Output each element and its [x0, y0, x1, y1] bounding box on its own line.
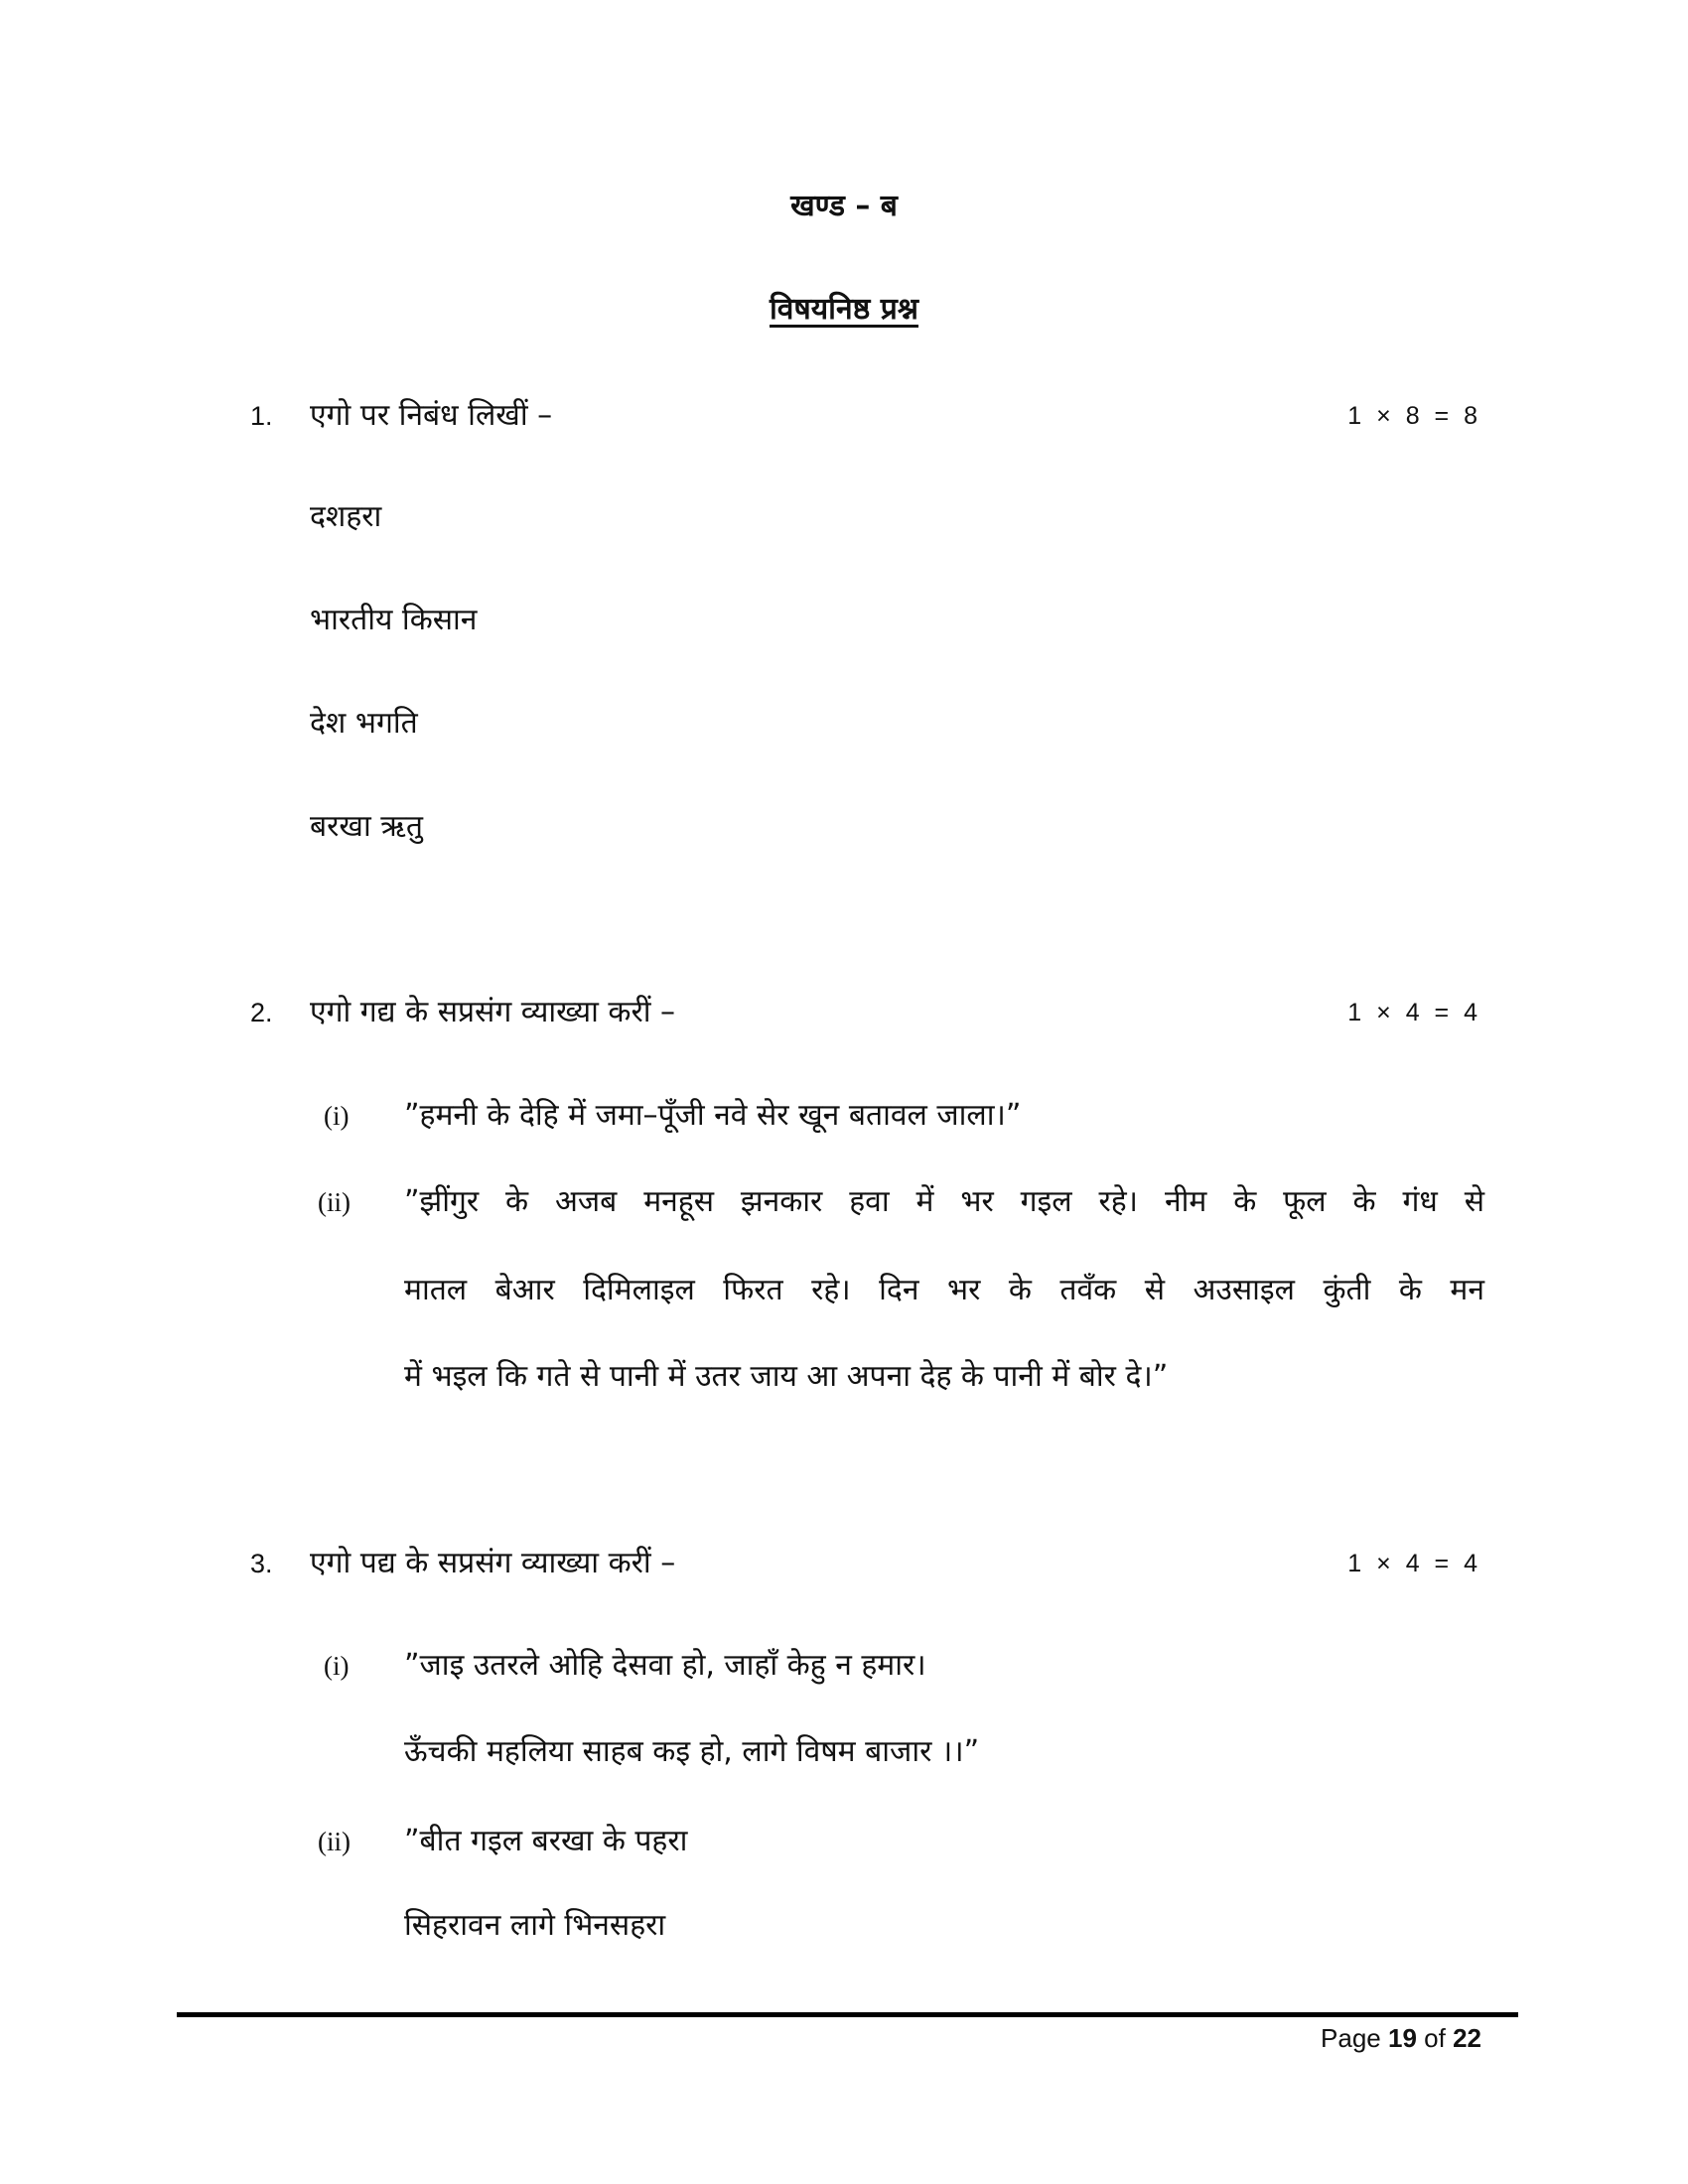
page-total: 22: [1453, 2023, 1481, 2053]
essay-option: भारतीय किसान: [310, 603, 478, 637]
section-subtitle: विषयनिष्ठ प्रश्न: [769, 292, 918, 327]
prose-passage-line: ”झींगुर के अजब मनहूस झनकार हवा में भर गइल रहे। नीम के फूल के गंध से: [404, 1184, 1484, 1219]
poem-line: ऊँचकी महलिया साहब कइ हो, लागे विषम बाजार ।।”: [404, 1734, 980, 1769]
question-3-number: 3.: [250, 1549, 273, 1578]
page-prefix: Page: [1321, 2023, 1381, 2053]
page-number: [1321, 2023, 1481, 2054]
essay-option: देश भगति: [310, 706, 418, 741]
essay-option: बरखा ऋतु: [310, 809, 423, 844]
item-label: (ii): [318, 1187, 351, 1217]
question-2-number: 2.: [250, 998, 273, 1027]
prose-passage-line: मातल बेआर दिमिलाइल फिरत रहे। दिन भर के तवँक से अउसाइल कुंती के मन: [404, 1273, 1484, 1307]
question-1-number: 1.: [250, 401, 273, 431]
question-3-marks: 1 × 4 = 4: [1347, 1550, 1481, 1577]
question-3-prompt: एगो पद्य के सप्रसंग व्याख्या करीं –: [310, 1546, 676, 1580]
item-label: (ii): [318, 1827, 351, 1856]
footer-divider: [177, 2012, 1518, 2017]
item-label: (i): [324, 1651, 350, 1681]
poem-line: ”बीत गइल बरखा के पहरा: [404, 1824, 688, 1858]
poem-line: सिहरावन लागे भिनसहरा: [404, 1908, 666, 1943]
prose-passage-line: ”हमनी के देहि में जमा–पूँजी नवे सेर खून बतावल जाला।”: [404, 1098, 1022, 1133]
question-2-prompt: एगो गद्य के सप्रसंग व्याख्या करीं –: [310, 995, 676, 1029]
poem-line: ”जाइ उतरले ओहि देसवा हो, जाहाँ केहु न हमार।: [404, 1648, 926, 1683]
page-of: of: [1424, 2023, 1446, 2053]
question-1-marks: 1 × 8 = 8: [1347, 402, 1481, 430]
prose-passage-line: में भइल कि गते से पानी में उतर जाय आ अपना देह के पानी में बोर दे।”: [404, 1359, 1169, 1394]
question-1-prompt: एगो पर निबंध लिखीं –: [310, 398, 553, 433]
section-title: खण्ड – ब: [790, 189, 898, 223]
question-2-marks: 1 × 4 = 4: [1347, 999, 1481, 1026]
page-current: 19: [1388, 2023, 1417, 2053]
essay-option: दशहरा: [310, 499, 382, 534]
item-label: (i): [324, 1101, 350, 1131]
